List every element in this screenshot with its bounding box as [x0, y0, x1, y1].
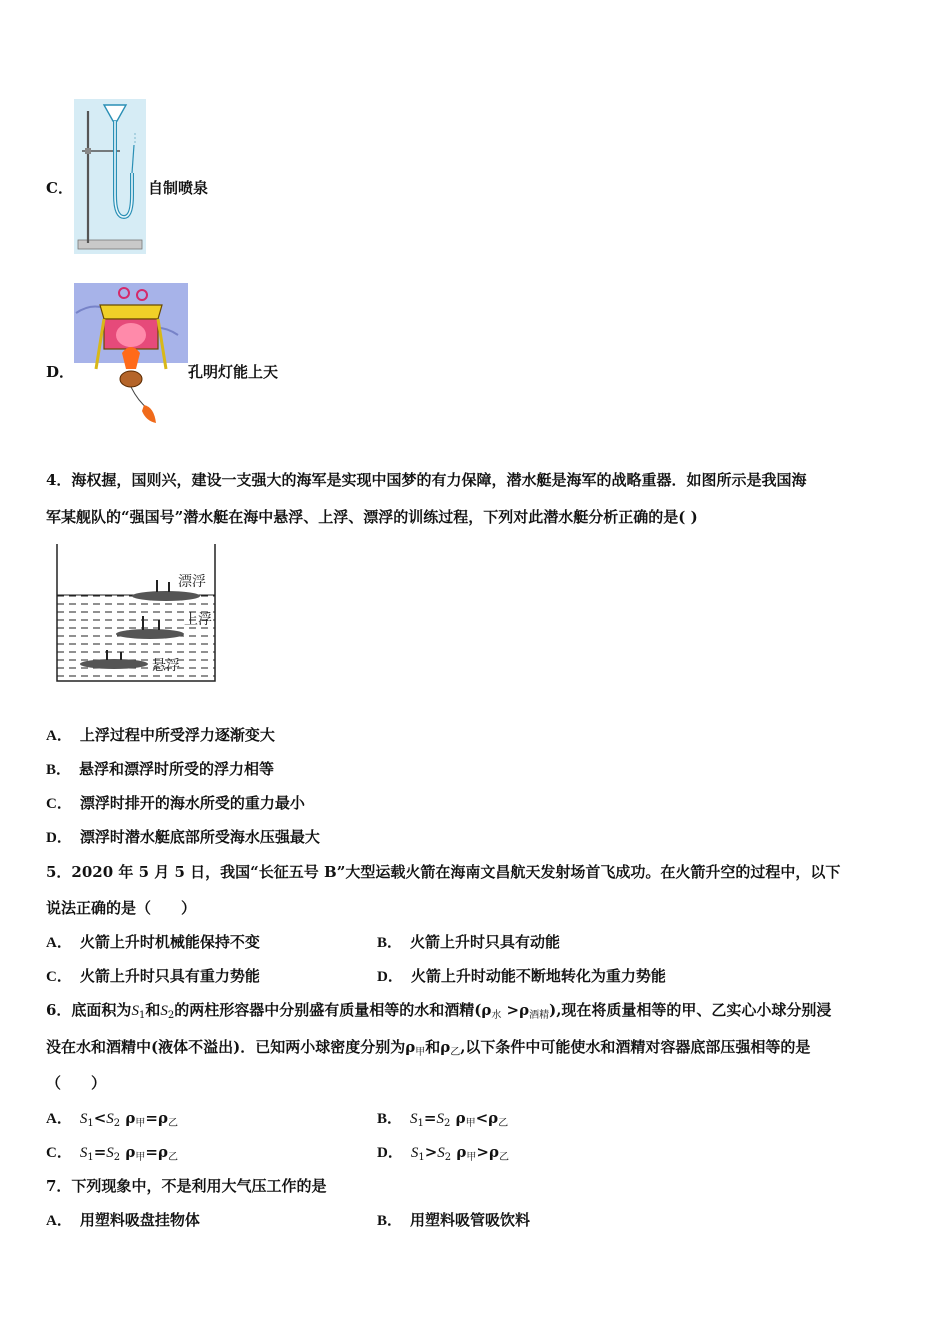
q4-option-d[interactable]: D． 漂浮时潜水艇底部所受海水压强最大: [46, 828, 320, 846]
q6-option-a[interactable]: A． $S_1<S_2$ $\rho_甲=\rho_乙$: [46, 1109, 178, 1129]
q4-option-b[interactable]: B． 悬浮和漂浮时所受的浮力相等: [46, 760, 275, 778]
option-d-key: D．: [46, 363, 75, 381]
question-4-line-1: 4．海权握，国则兴，建设一支强大的海军是实现中国梦的有力保障，潜水艇是海军的战略重器．如图所示是我国海: [46, 471, 807, 489]
question-5-line-1: 5．2020 年 5 月 5 日，我国“长征五号 B”大型运载火箭在海南文昌航天发射场首飞成功。在火箭升空的过程中，以下: [46, 863, 841, 881]
suspend-label: 悬浮: [152, 658, 180, 674]
q4-option-a[interactable]: A． 上浮过程中所受浮力逐渐变大: [46, 726, 275, 744]
kongming-lantern-figure: [74, 283, 188, 429]
q4-option-c[interactable]: C． 漂浮时排开的海水所受的重力最小: [46, 794, 305, 812]
rise-label: 上浮: [184, 612, 212, 628]
question-5-line-2: 说法正确的是（ ）: [46, 899, 197, 917]
q5-option-a[interactable]: A． 火箭上升时机械能保持不变: [46, 933, 260, 951]
q6-option-c[interactable]: C． $S_1=S_2$ $\rho_甲=\rho_乙$: [46, 1143, 178, 1163]
q6-option-b[interactable]: B． $S_1=S_2$ $\rho_甲<\rho_乙$: [377, 1109, 509, 1129]
q7-option-b[interactable]: B． 用塑料吸管吸饮料: [377, 1211, 531, 1229]
submarine-figure: [56, 544, 218, 684]
q5-option-b[interactable]: B． 火箭上升时只具有动能: [377, 933, 561, 951]
question-6-line-1: 6．底面积为$S_1$和$S_2$的两柱形容器中分别盛有质量相等的水和酒精$(\rho_水 >\rho_{酒精})$,现在将质量相等的甲、乙实心小球分别浸: [46, 1001, 832, 1021]
question-6-line-3: （ ）: [46, 1074, 107, 1092]
q7-option-a[interactable]: A． 用塑料吸盘挂物体: [46, 1211, 200, 1229]
q6-option-d[interactable]: D． $S_1>S_2$ $\rho_甲>\rho_乙$: [377, 1143, 509, 1163]
option-c-caption: 自制喷泉: [148, 179, 209, 197]
option-d-caption: 孔明灯能上天: [188, 363, 279, 381]
question-7-line-1: 7．下列现象中，不是利用大气压工作的是: [46, 1177, 327, 1195]
question-6-line-2: 没在水和酒精中(液体不溢出)．已知两小球密度分别为$\rho_甲$和$\rho_乙$,以下条件中可能使水和酒精对容器底部压强相等的是: [46, 1038, 811, 1058]
q5-option-d[interactable]: D． 火箭上升时动能不断地转化为重力势能: [377, 967, 666, 985]
option-c-key: C．: [46, 179, 73, 197]
q5-option-c[interactable]: C． 火箭上升时只具有重力势能: [46, 967, 260, 985]
float-label: 漂浮: [178, 574, 206, 590]
fountain-figure: [74, 99, 146, 254]
question-4-line-2: 军某舰队的“强国号”潜水艇在海中悬浮、上浮、漂浮的训练过程，下列对此潜水艇分析正确的是( ): [46, 508, 698, 526]
